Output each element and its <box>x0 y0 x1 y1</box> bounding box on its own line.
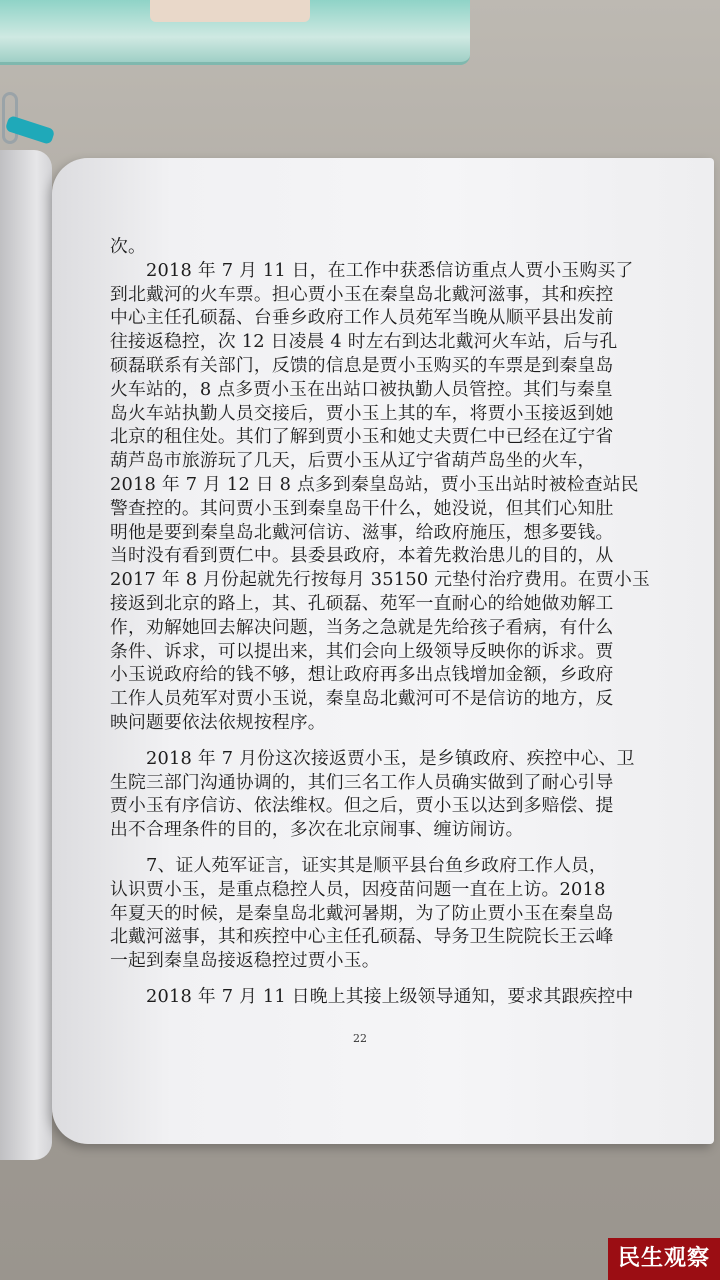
text-line: 映问题要依法依规按程序。 <box>110 711 326 733</box>
book-on-desk <box>0 0 470 65</box>
text-line: 葫芦岛市旅游玩了几天，后贾小玉从辽宁省葫芦岛坐的火车， <box>110 450 596 472</box>
text-line: 作，劝解她回去解决问题，当务之急就是先给孩子看病，有什么 <box>110 616 614 638</box>
book-cover-detail <box>150 0 310 22</box>
text-line: 工作人员苑军对贾小玉说，秦皇岛北戴河可不是信访的地方，反 <box>110 688 614 710</box>
text-line: 次。 <box>110 236 146 257</box>
text-line: 北戴河滋事，其和疾控中心主任孔硕磊、导务卫生院院长王云峰 <box>110 926 614 948</box>
text-line: 硕磊联系有关部门，反馈的信息是贾小玉购买的车票是到秦皇岛 <box>110 354 614 376</box>
previous-page-edge <box>0 150 52 1160</box>
text-line: 2018 年 7 月份这次接返贾小玉，是乡镇政府、疾控中心、卫 <box>110 747 635 769</box>
page-number: 22 <box>353 1032 367 1045</box>
text-line: 一起到秦皇岛接返稳控过贾小玉。 <box>110 950 380 972</box>
text-line: 2018 年 7 月 11 日，在工作中获悉信访重点人贾小玉购买了 <box>110 259 634 281</box>
text-line: 北京的租住处。其们了解到贾小玉和她丈夫贾仁中已经在辽宁省 <box>110 426 614 448</box>
text-line: 2018 年 7 月 11 日晚上其接上级领导通知，要求其跟疾控中 <box>110 985 634 1007</box>
text-line: 到北戴河的火车票。担心贾小玉在秦皇岛北戴河滋事，其和疾控 <box>110 283 614 305</box>
text-line: 当时没有看到贾仁中。县委县政府，本着先救治患儿的目的，从 <box>110 545 614 567</box>
text-line: 岛火车站执勤人员交接后，贾小玉上其的车，将贾小玉接返到她 <box>110 402 614 424</box>
binder-clip-icon <box>0 92 22 144</box>
text-line: 条件、诉求，可以提出来，其们会向上级领导反映你的诉求。贾 <box>110 640 614 662</box>
text-line: 2017 年 8 月份起就先行按每月 35150 元垫付治疗费用。在贾小玉 <box>110 569 650 591</box>
watermark-badge: 民生观察 <box>608 1238 720 1280</box>
text-line: 往接返稳控，次 12 日凌晨 4 时左右到达北戴河火车站，后与孔 <box>110 331 618 353</box>
text-line: 年夏天的时候，是秦皇岛北戴河暑期，为了防止贾小玉在秦皇岛 <box>110 902 614 924</box>
text-line: 明他是要到秦皇岛北戴河信访、滋事，给政府施压，想多要钱。 <box>110 521 614 543</box>
document-text <box>110 235 650 1009</box>
text-line: 接返到北京的路上，其、孔硕磊、苑军一直耐心的给她做劝解工 <box>110 592 614 614</box>
text-line: 火车站的，8 点多贾小玉在出站口被执勤人员管控。其们与秦皇 <box>110 378 613 400</box>
text-line: 警查控的。其问贾小玉到秦皇岛干什么，她没说，但其们心知肚 <box>110 497 614 519</box>
text-line: 认识贾小玉，是重点稳控人员，因疫苗问题一直在上访。2018 <box>110 878 606 900</box>
text-line: 2018 年 7 月 12 日 8 点多到秦皇岛站，贾小玉出站时被检查站民 <box>110 473 639 495</box>
text-line: 出不合理条件的目的，多次在北京闹事、缠访闹访。 <box>110 819 524 841</box>
text-line: 贾小玉有序信访、依法维权。但之后，贾小玉以达到多赔偿、提 <box>110 795 614 817</box>
text-line: 7、证人苑军证言，证实其是顺平县台鱼乡政府工作人员， <box>110 854 608 876</box>
text-line: 生院三部门沟通协调的，其们三名工作人员确实做到了耐心引导 <box>110 771 614 793</box>
text-line: 中心主任孔硕磊、台垂乡政府工作人员苑军当晚从顺平县出发前 <box>110 307 614 329</box>
text-line: 小玉说政府给的钱不够，想让政府再多出点钱增加金额，乡政府 <box>110 664 614 686</box>
